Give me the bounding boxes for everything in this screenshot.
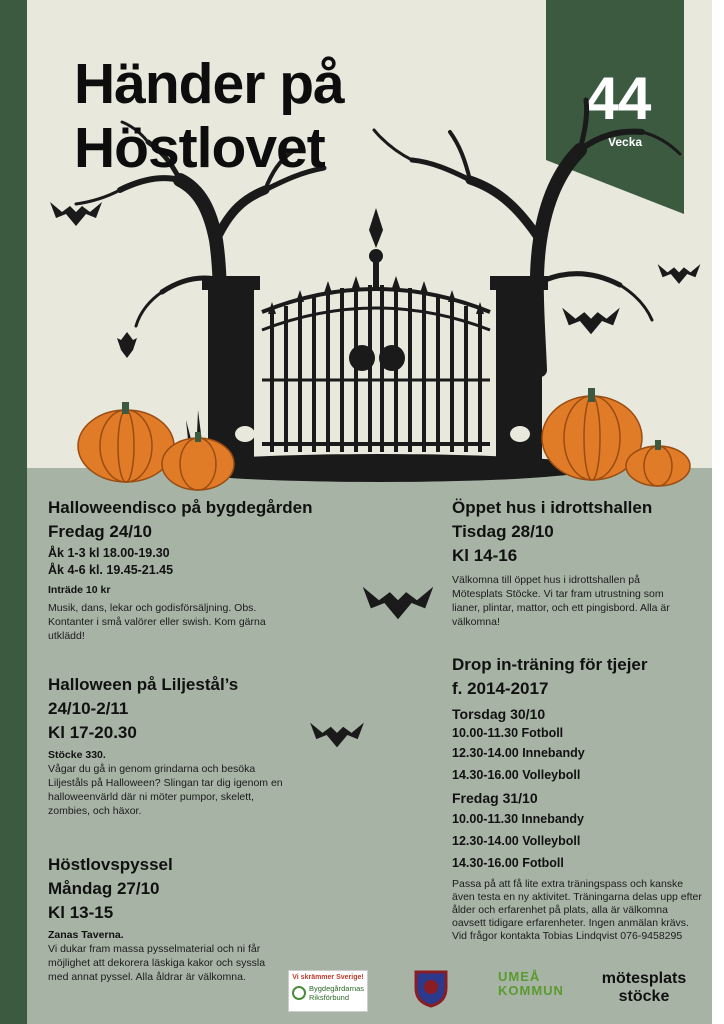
- gate-bars: [272, 285, 480, 452]
- bygdegard-emblem-icon: [292, 986, 306, 1000]
- left-pillar-cap: [202, 276, 260, 290]
- logo-tagline: Vi skrämmer Sverige!: [292, 974, 364, 981]
- event-place: Zanas Taverna.: [48, 929, 124, 941]
- motesplats-stocke-logo: [594, 970, 694, 1010]
- bat-icon: [560, 302, 622, 340]
- event-title: Halloween på Liljestål’s: [48, 675, 239, 694]
- event-description: Vi dukar fram massa pysselmaterial och ni får möjlighet att dekorera läskiga kakor och syssla med annat pyssel. Alla åldrar är välkomna.: [48, 943, 266, 983]
- event-date: Måndag 27/10: [48, 879, 160, 898]
- bygdegardarna-logo: [288, 970, 368, 1012]
- event-title: Höstlovspyssel: [48, 855, 173, 874]
- event-pyssel: [48, 854, 288, 984]
- schedule-item: 12.30-14.00 Innebandy: [452, 746, 585, 760]
- title-line-1: Händer på: [74, 52, 344, 116]
- pumpkins-right-icon: [542, 388, 690, 486]
- bat-icon: [656, 262, 702, 286]
- motesplats-line2: stöcke: [618, 988, 670, 1005]
- event-time: Åk 1-3 kl 18.00-19.30: [48, 546, 170, 560]
- right-edge: [712, 0, 724, 1024]
- event-time: Kl 17-20.30: [48, 723, 137, 742]
- schedule-item: 12.30-14.00 Volleyboll: [452, 834, 581, 848]
- event-description: Musik, dans, lekar och godisförsäljning. Obs. Kontanter i små valörer eller swish. Kom gärna utklädd!: [48, 602, 266, 642]
- schedule-item: 10.00-11.30 Fotboll: [452, 726, 564, 740]
- event-title: Öppet hus i idrottshallen: [452, 498, 653, 517]
- event-title: Drop in-träning för tjejer: [452, 655, 648, 674]
- logo-name-line1: Bygdegårdarnas: [309, 984, 365, 993]
- gate-finial: [369, 208, 383, 248]
- schedule-day: Torsdag 30/10: [452, 706, 546, 722]
- event-time: Åk 4-6 kl. 19.45-21.45: [48, 563, 174, 577]
- event-dropin: [452, 654, 704, 943]
- event-date: 24/10-2/11: [48, 699, 129, 718]
- umea-kommun-logo: [498, 970, 578, 1006]
- bat-icon: [308, 718, 366, 752]
- event-liljestal: [48, 674, 308, 818]
- event-date: Fredag 24/10: [48, 522, 152, 541]
- event-disco: [48, 497, 368, 643]
- schedule-item: 10.00-11.30 Innebandy: [452, 812, 585, 826]
- event-description: Vågar du gå in genom grindarna och besöka Liljeståls på Halloween? Slingan tar dig igenom en halloweenvärld där ni möter pumpor, skelett, zombies, och häxor.: [48, 763, 283, 817]
- bat-icon: [360, 580, 436, 626]
- club-crest-icon: [412, 968, 450, 1008]
- event-address: Stöcke 330.: [48, 749, 106, 761]
- right-pillar-cap: [490, 276, 548, 290]
- bat-icon: [48, 200, 104, 228]
- event-description: Passa på att få lite extra träningspass och kanske även testa en ny aktivitet. Träningarna delas upp efter ålder och erfarenhet på plats, alla är välkomna oavsett tidigare erfarenheter. Ingen anmälan krävs. Vid frågor kontakta Tobias Lindqvist 076-9458295: [452, 878, 702, 942]
- event-fee: Inträde 10 kr: [48, 584, 111, 596]
- motesplats-line1: mötesplats: [601, 970, 687, 987]
- event-time: Kl 14-16: [452, 546, 518, 565]
- event-open-hall: [452, 497, 702, 629]
- left-green-strip: [0, 0, 27, 1024]
- skull-left-icon: [235, 426, 255, 442]
- skull-right-icon: [510, 426, 530, 442]
- event-title: f. 2014-2017: [452, 679, 549, 698]
- event-title: Halloweendisco på bygdegården: [48, 498, 313, 517]
- umea-line1: UMEÅ: [498, 969, 541, 984]
- page-title: [74, 52, 344, 180]
- title-line-2: Höstlovet: [74, 116, 325, 180]
- week-number: 44: [585, 65, 651, 132]
- week-label: Vecka: [608, 135, 643, 149]
- schedule-day: Fredag 31/10: [452, 790, 538, 806]
- event-time: Kl 13-15: [48, 903, 114, 922]
- event-description: Välkomna till öppet hus i idrottshallen på Mötesplats Stöcke. Vi tar fram utrustning som lianer, plintar, mattor, och ett pingisbord. Alla är välkomna!: [452, 574, 670, 628]
- schedule-item: 14.30-16.00 Volleyboll: [452, 768, 581, 782]
- umea-line2: KOMMUN: [498, 983, 564, 998]
- logo-name-line2: Riksförbund: [309, 993, 350, 1002]
- bat-icon: [115, 330, 139, 360]
- event-date: Tisdag 28/10: [452, 522, 554, 541]
- schedule-item: 14.30-16.00 Fotboll: [452, 856, 564, 870]
